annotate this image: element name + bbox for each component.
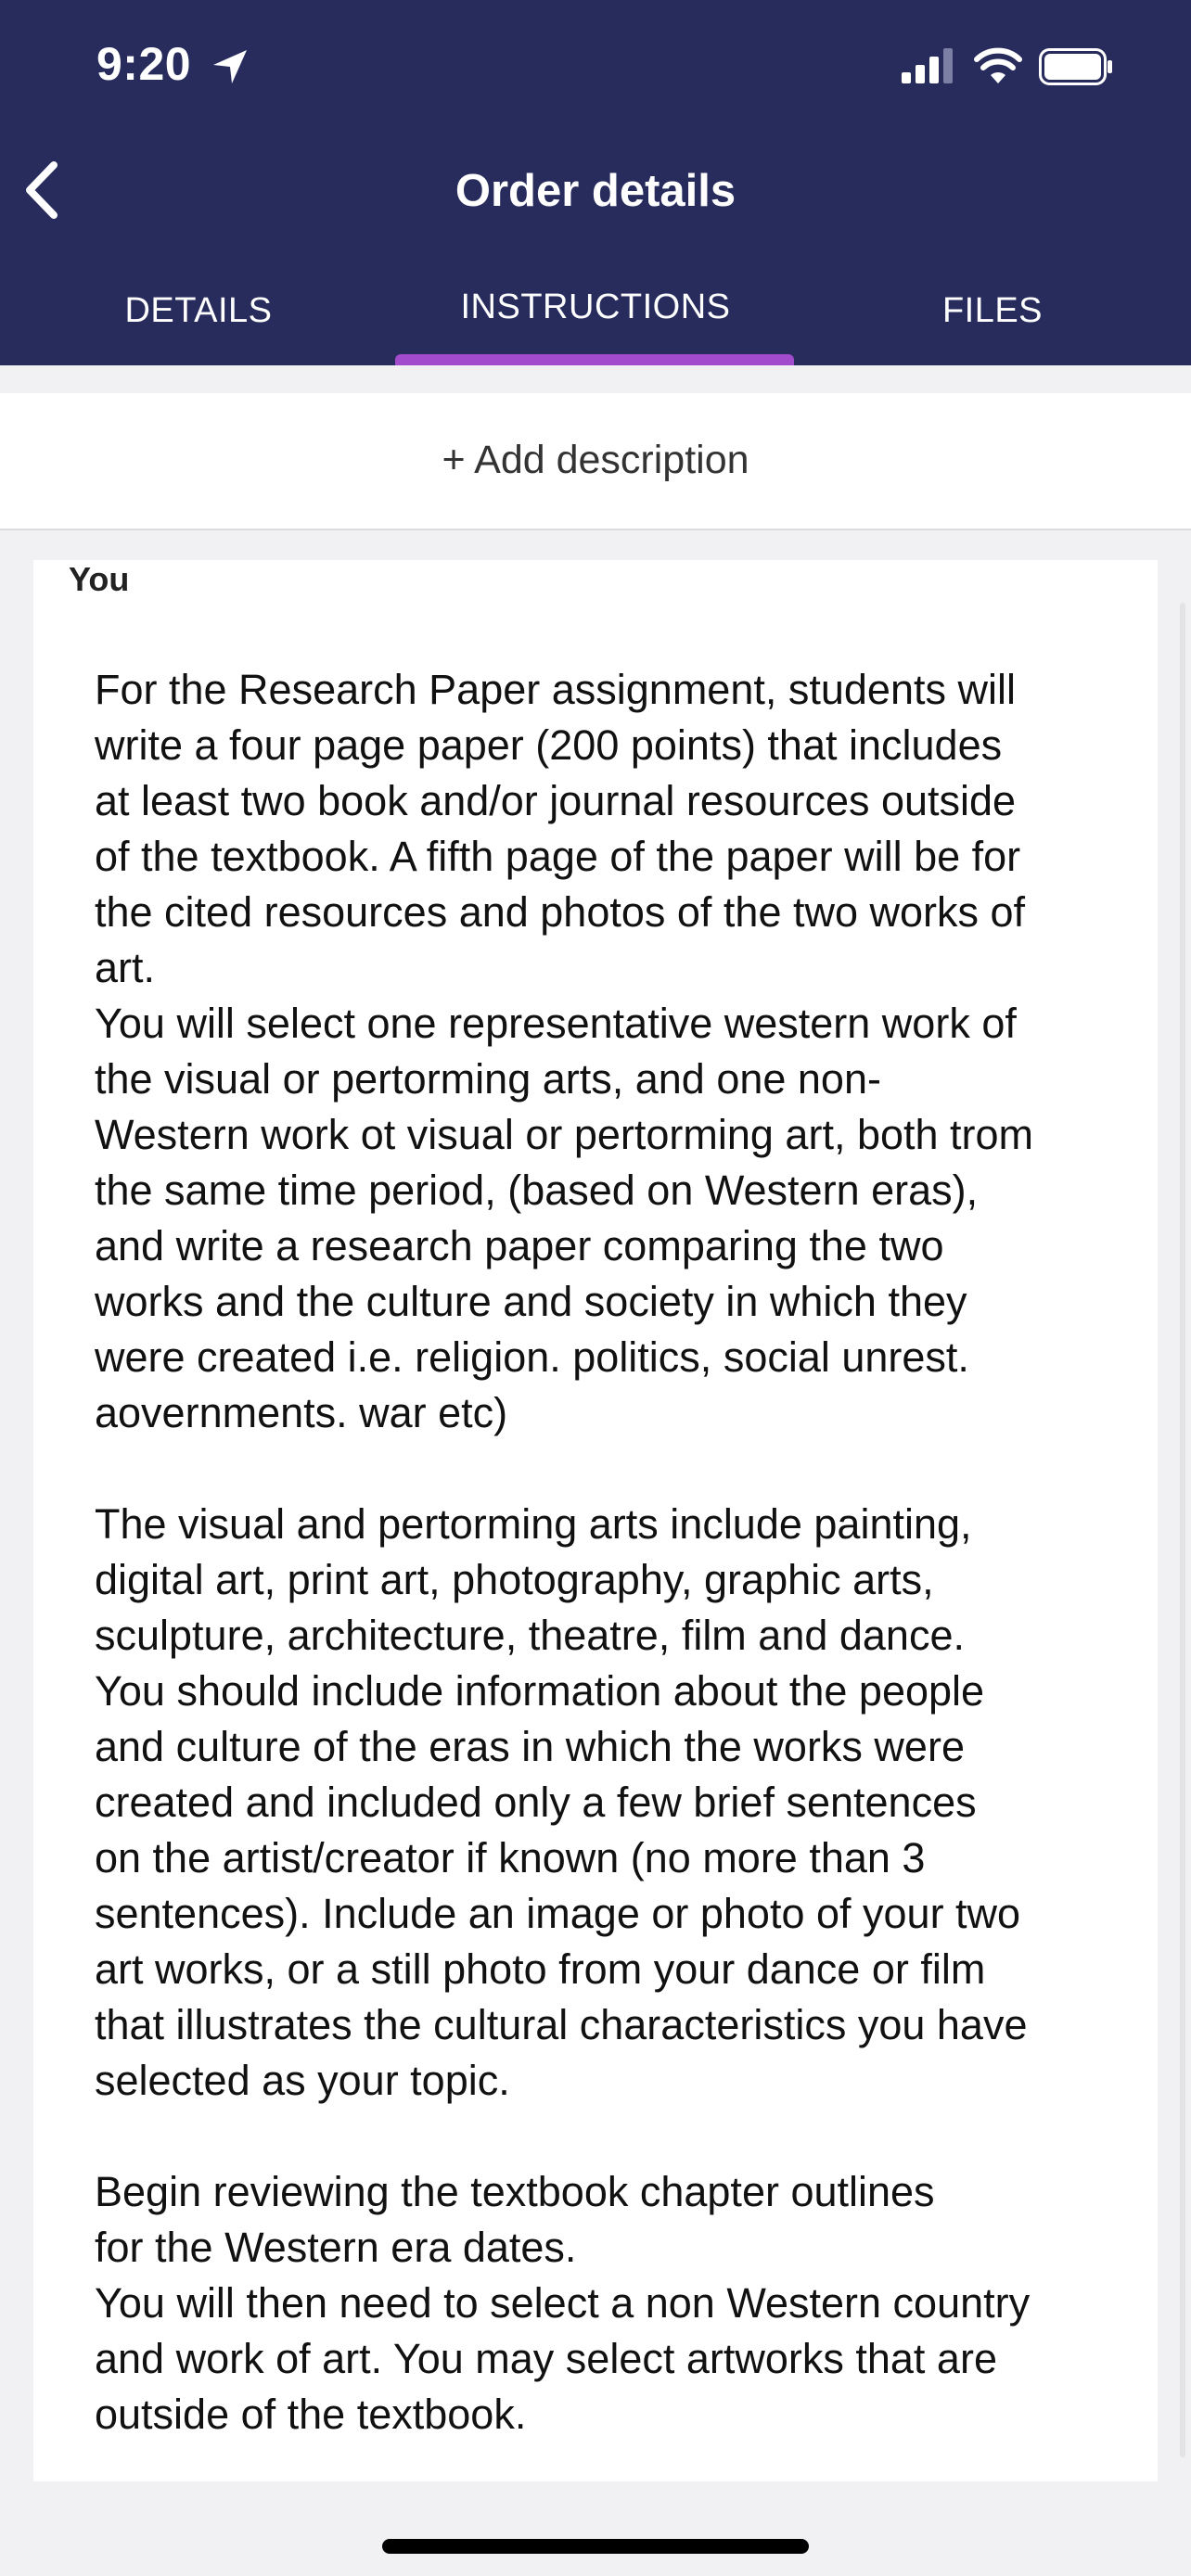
- instruction-line: You will select one representative western work of: [95, 1000, 1017, 1047]
- instruction-line: and work of art. You may select artworks that are: [95, 2335, 997, 2382]
- tab-instructions-label: INSTRUCTIONS: [460, 287, 731, 326]
- status-time: 9:20: [96, 38, 192, 90]
- tab-files-label: FILES: [941, 291, 1044, 330]
- scrollbar[interactable]: [1180, 603, 1185, 2457]
- instruction-line: works and the culture and society in which they: [95, 1278, 967, 1325]
- tab-details[interactable]: [0, 269, 397, 365]
- add-description-label: + Add description: [442, 438, 749, 482]
- instruction-line: the cited resources and photos of the two works of: [95, 888, 1026, 936]
- instruction-line: outside of the textbook.: [95, 2391, 527, 2438]
- location-arrow-icon: [210, 46, 250, 87]
- instruction-line: of the textbook. A fifth page of the paper will be for: [95, 833, 1021, 880]
- instruction-line: were created i.e. religion. politics, social unrest.: [95, 1333, 969, 1381]
- instruction-line: For the Research Paper assignment, students will: [95, 666, 1016, 713]
- instruction-line: the same time period, (based on Western eras),: [95, 1167, 979, 1214]
- instruction-line: sentences). Include an image or photo of your two: [95, 1890, 1021, 1937]
- add-description-button[interactable]: [0, 393, 1191, 530]
- instruction-line: at least two book and/or journal resources outside: [95, 777, 1017, 824]
- author-label: You: [69, 560, 130, 598]
- cellular-signal-icon: [902, 48, 954, 85]
- instruction-line: write a four page paper (200 points) that includes: [95, 721, 1003, 769]
- instructions-card: [33, 560, 1158, 2481]
- instruction-line: art works, or a still photo from your dance or film: [95, 1945, 986, 1993]
- active-tab-indicator: [395, 354, 794, 365]
- instruction-line: and write a research paper comparing the two: [95, 1222, 944, 1269]
- instructions-text: [95, 662, 1152, 2442]
- instruction-line: selected as your topic.: [95, 2057, 510, 2104]
- instruction-line: Begin reviewing the textbook chapter outlines: [95, 2168, 935, 2215]
- instruction-line: The visual and pertorming arts include painting,: [95, 1500, 972, 1548]
- instruction-line: aovernments. war etc): [95, 1389, 508, 1436]
- wifi-icon: [974, 46, 1022, 85]
- instruction-line: on the artist/creator if known (no more than 3: [95, 1834, 926, 1881]
- instruction-line: sculpture, architecture, theatre, film and dance.: [95, 1612, 965, 1659]
- instruction-line: created and included only a few brief sentences: [95, 1779, 977, 1826]
- home-indicator[interactable]: [382, 2539, 809, 2554]
- app-header: [0, 0, 1191, 365]
- instruction-line: You will then need to select a non Western country: [95, 2279, 1031, 2327]
- instruction-line: You should include information about the people: [95, 1667, 985, 1715]
- instruction-line: and culture of the eras in which the works were: [95, 1723, 965, 1770]
- instruction-line: for the Western era dates.: [95, 2224, 577, 2271]
- instruction-line: art.: [95, 944, 156, 991]
- tab-details-label: DETAILS: [124, 291, 273, 330]
- instruction-line: digital art, print art, photography, graphic arts,: [95, 1556, 934, 1603]
- page-title: Order details: [455, 166, 736, 216]
- tab-bar: [0, 269, 1191, 365]
- tab-files[interactable]: [794, 269, 1191, 365]
- instruction-line: the visual or pertorming arts, and one non-: [95, 1055, 881, 1103]
- tab-instructions[interactable]: [397, 269, 794, 365]
- instruction-line: that illustrates the cultural characteristics you have: [95, 2001, 1028, 2048]
- instruction-line: Western work ot visual or pertorming art, both trom: [95, 1111, 1034, 1158]
- battery-icon: [1039, 48, 1115, 85]
- instruction-line: [95, 1441, 1152, 1497]
- instruction-line: [95, 2109, 1152, 2164]
